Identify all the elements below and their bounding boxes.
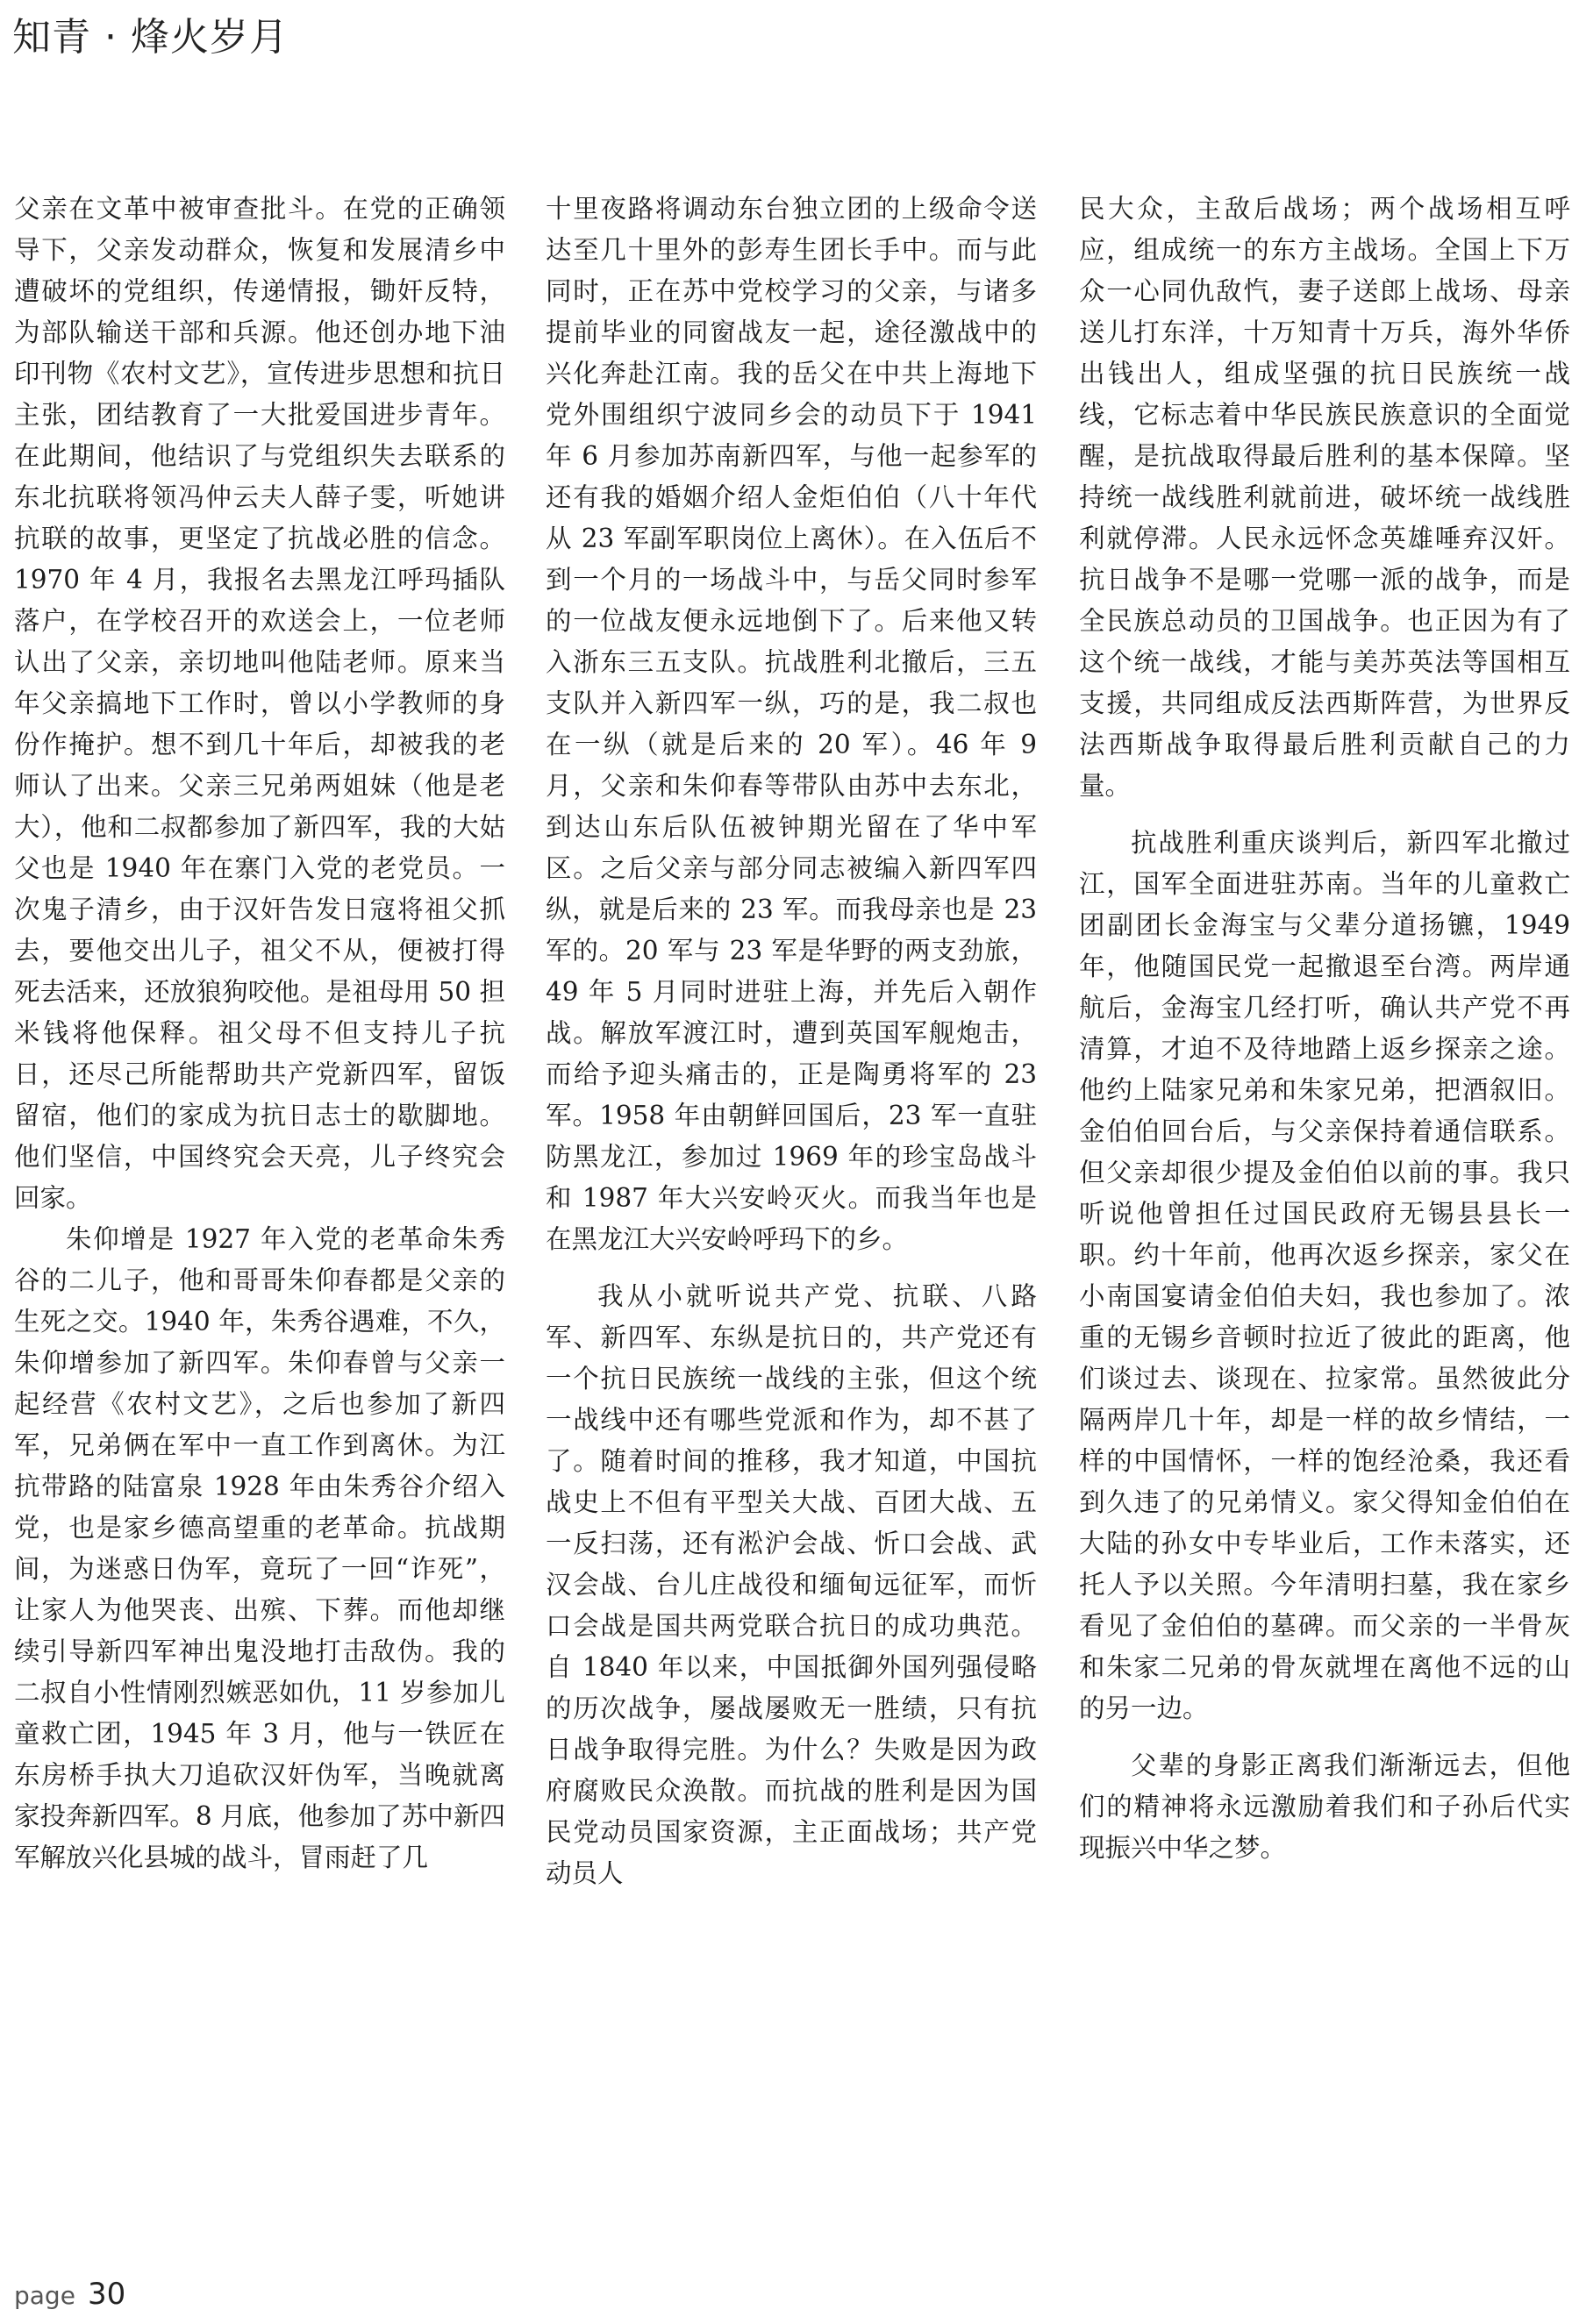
text-column-3 (1079, 189, 1570, 1869)
paragraph: 民大众，主敌后战场；两个战场相互呼应，组成统一的东方主战场。全国上下万众一心同仇敌忾，妻子送郎上战场、母亲送儿打东洋，十万知青十万兵，海外华侨出钱出人，组成坚强的抗日民族统一战线，它标志着中华民族民族意识的全面觉醒，是抗战取得最后胜利的基本保障。坚持统一战线胜利就前进，破坏统一战线胜利就停滞。人民永远怀念英雄唾弃汉奸。抗日战争不是哪一党哪一派的战争，而是全民族总动员的卫国战争。也正因为有了这个统一战线，才能与美苏英法等国相互支援，共同组成反法西斯阵营，为世界反法西斯战争取得最后胜利贡献自己的力量。 (1079, 194, 1570, 801)
text-column-2 (546, 189, 1037, 1894)
page-number: 30 (87, 2277, 126, 2312)
paragraph: 父辈的身影正离我们渐渐远去，但他们的精神将永远激励着我们和子孙后代实现振兴中华之梦。 (1079, 1750, 1570, 1863)
paragraph: 朱仰增是 1927 年入党的老革命朱秀谷的二儿子，他和哥哥朱仰春都是父亲的生死之交。1940 年，朱秀谷遇难，不久，朱仰增参加了新四军。朱仰春曾与父亲一起经营《农村文艺》，之后也参加了新四军，兄弟俩在军中一直工作到离休。为江抗带路的陆富泉 1928 年由朱秀谷介绍入党，也是家乡德高望重的老革命。抗战期间，为迷惑日伪军，竟玩了一回“诈死”，让家人为他哭丧、出殡、下葬。而他却继续引导新四军神出鬼没地打击敌伪。我的二叔自小性情刚烈嫉恶如仇，11 岁参加儿童救亡团，1945 年 3 月，他与一铁匠在东房桥手执大刀追砍汉奸伪军，当晚就离家投奔新四军。8 月底，他参加了苏中新四军解放兴化县城的战斗，冒雨赶了几 (14, 1224, 505, 1872)
page-label: page (14, 2281, 75, 2310)
magazine-section-title: 知青 · 烽火岁月 (12, 15, 289, 60)
paragraph: 抗战胜利重庆谈判后，新四军北撤过江，国军全面进驻苏南。当年的儿童救亡团副团长金海宝与父辈分道扬镳，1949 年，他随国民党一起撤退至台湾。两岸通航后，金海宝几经打听，确认共产党不再清算，才迫不及待地踏上返乡探亲之途。他约上陆家兄弟和朱家兄弟，把酒叙旧。金伯伯回台后，与父亲保持着通信联系。但父亲却很少提及金伯伯以前的事。我只听说他曾担任过国民政府无锡县县长一职。约十年前，他再次返乡探亲，家父在小南国宴请金伯伯夫妇，我也参加了。浓重的无锡乡音顿时拉近了彼此的距离，他们谈过去、谈现在、拉家常。虽然彼此分隔两岸几十年，却是一样的故乡情结，一样的中国情怀，一样的饱经沧桑，我还看到久违了的兄弟情义。家父得知金伯伯在大陆的孙女中专毕业后，工作未落实，还托人予以关照。今年清明扫墓，我在家乡看见了金伯伯的墓碑。而父亲的一半骨灰和朱家二兄弟的骨灰就埋在离他不远的山的另一边。 (1079, 828, 1570, 1723)
paragraph: 十里夜路将调动东台独立团的上级命令送达至几十里外的彭寿生团长手中。而与此同时，正在苏中党校学习的父亲，与诸多提前毕业的同窗战友一起，途径激战中的兴化奔赴江南。我的岳父在中共上海地下党外围组织宁波同乡会的动员下于 1941 年 6 月参加苏南新四军，与他一起参军的还有我的婚姻介绍人金炬伯伯（八十年代从 23 军副军职岗位上离休）。在入伍后不到一个月的一场战斗中，与岳父同时参军的一位战友便永远地倒下了。后来他又转入浙东三五支队。抗战胜利北撤后，三五支队并入新四军一纵，巧的是，我二叔也在一纵（就是后来的 20 军）。46 年 9 月，父亲和朱仰春等带队由苏中去东北，到达山东后队伍被钟期光留在了华中军区。之后父亲与部分同志被编入新四军四纵，就是后来的 23 军。而我母亲也是 23 军的。20 军与 23 军是华野的两支劲旅，49 年 5 月同时进驻上海，并先后入朝作战。解放军渡江时，遭到英国军舰炮击，而给予迎头痛击的，正是陶勇将军的 23 军。1958 年由朝鲜回国后，23 军一直驻防黑龙江，参加过 1969 年的珍宝岛战斗和 1987 年大兴安岭灭火。而我当年也是在黑龙江大兴安岭呼玛下的乡。 (546, 194, 1037, 1254)
paragraph: 我从小就听说共产党、抗联、八路军、新四军、东纵是抗日的，共产党还有一个抗日民族统一战线的主张，但这个统一战线中还有哪些党派和作为，却不甚了了。随着时间的推移，我才知道，中国抗战史上不但有平型关大战、百团大战、五一反扫荡，还有淞沪会战、忻口会战、武汉会战、台儿庄战役和缅甸远征军，而忻口会战是国共两党联合抗日的成功典范。自 1840 年以来，中国抵御外国列强侵略的历次战争，屡战屡败无一胜绩，只有抗日战争取得完胜。为什么？失败是因为政府腐败民众涣散。而抗战的胜利是因为国民党动员国家资源，主正面战场；共产党动员人 (546, 1281, 1037, 1888)
page-footer (14, 2277, 125, 2312)
paragraph: 父亲在文革中被审查批斗。在党的正确领导下，父亲发动群众，恢复和发展清乡中遭破坏的党组织，传递情报，锄奸反特，为部队输送干部和兵源。他还创办地下油印刊物《农村文艺》，宣传进步思想和抗日主张，团结教育了一大批爱国进步青年。在此期间，他结识了与党组织失去联系的东北抗联将领冯仲云夫人薛子雯，听她讲抗联的故事，更坚定了抗战必胜的信念。1970 年 4 月，我报名去黑龙江呼玛插队落户，在学校召开的欢送会上，一位老师认出了父亲，亲切地叫他陆老师。原来当年父亲搞地下工作时，曾以小学教师的身份作掩护。想不到几十年后，却被我的老师认了出来。父亲三兄弟两姐妹（他是老大），他和二叔都参加了新四军，我的大姑父也是 1940 年在寨门入党的老党员。一次鬼子清乡，由于汉奸告发日寇将祖父抓去，要他交出儿子，祖父不从，便被打得死去活来，还放狼狗咬他。是祖母用 50 担米钱将他保释。祖父母不但支持儿子抗日，还尽己所能帮助共产党新四军，留饭留宿，他们的家成为抗日志士的歇脚地。他们坚信，中国终究会天亮，儿子终究会回家。 (14, 194, 505, 1213)
text-column-1 (14, 189, 505, 1878)
